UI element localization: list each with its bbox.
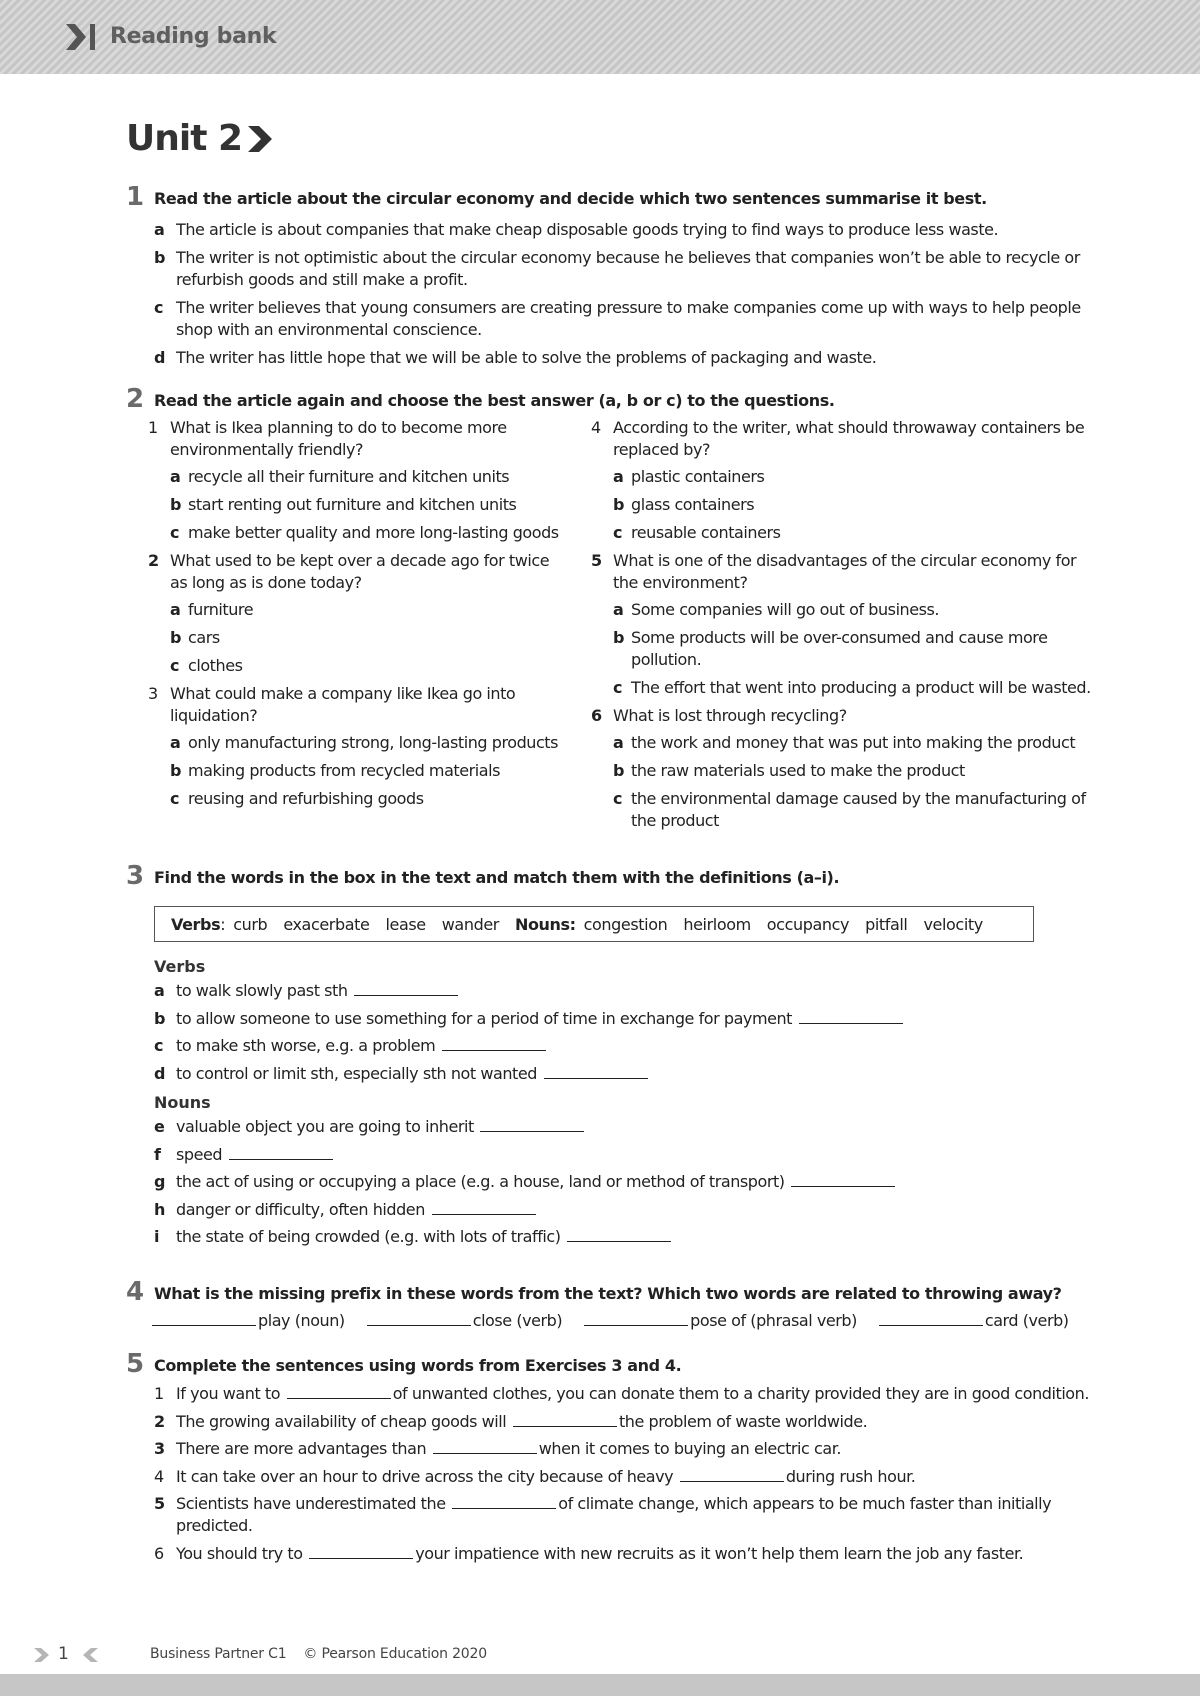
definition-e: e valuable object you are going to inherit [126, 1116, 1106, 1144]
exercise-instruction: Complete the sentences using words from Exercises 3 and 4. [154, 1356, 682, 1375]
answer-2b: b cars [170, 628, 220, 647]
exercise-instruction: Read the article about the circular economy and decide which two sentences summarise it best. [154, 189, 987, 208]
exercise-1 [126, 182, 1106, 375]
exercise-number: 5 [126, 1349, 145, 1379]
exercise-instruction: What is the missing prefix in these words from the text? Which two words are related to throwing away? [154, 1284, 1062, 1303]
definition-a: a to walk slowly past sth [126, 980, 1106, 1008]
answer-1c: c make better quality and more long-lasting goods [170, 523, 559, 542]
answer-blank[interactable] [513, 1412, 617, 1427]
answer-2a: a furniture [170, 600, 254, 619]
answer-6a: a the work and money that was put into making the product [613, 733, 1076, 752]
answer-blank[interactable] [432, 1200, 536, 1215]
definition-d: d to control or limit sth, especially sth not wanted [126, 1063, 1106, 1091]
answer-blank[interactable] [287, 1384, 391, 1399]
answer-3c: c reusing and refurbishing goods [170, 789, 424, 808]
footer-copyright: Business Partner C1 © Pearson Education 2020 [150, 1646, 487, 1662]
answer-blank[interactable] [567, 1227, 671, 1242]
answer-5c: c The effort that went into producing a product will be wasted. [613, 678, 1091, 697]
sentence-1: 1 If you want to of unwanted clothes, you can donate them to a charity provided they are in good condition. [154, 1384, 1089, 1403]
answer-blank[interactable] [354, 981, 458, 996]
exercise-2 [126, 384, 1106, 847]
answer-blank[interactable] [442, 1036, 546, 1051]
answer-4a: a plastic containers [613, 467, 765, 486]
answer-blank[interactable] [480, 1117, 584, 1132]
sentence-3: 3 There are more advantages than when it comes to buying an electric car. [154, 1439, 842, 1458]
exercise-number: 1 [126, 182, 145, 212]
chevron-right-icon [246, 124, 274, 154]
sentence-5: 5 Scientists have underestimated the of climate change, which appears to be much faster than initially predicted. [154, 1494, 1052, 1535]
chevron-left-icon [82, 1647, 98, 1663]
word-chip: exacerbate [283, 914, 370, 934]
answer-blank[interactable] [680, 1467, 784, 1482]
word-chip: curb [233, 914, 268, 934]
question-column-right [591, 417, 1091, 838]
question-column-left [148, 417, 568, 816]
option-b: b The writer is not optimistic about the circular economy because he believes that companies won’t be able to recycle or refurbish goods and still make a profit. [154, 248, 1080, 289]
exercise-number: 2 [126, 384, 145, 414]
page-header [0, 0, 1200, 74]
prefix-item: pose of (phrasal verb) [582, 1310, 857, 1332]
prefix-item: close (verb) [365, 1310, 562, 1332]
page-number: 1 [58, 1644, 69, 1664]
answer-5a: a Some companies will go out of business. [613, 600, 940, 619]
chevron-right-icon [34, 1647, 50, 1663]
sentence-4: 4 It can take over an hour to drive across the city because of heavy during rush hour. [154, 1466, 916, 1486]
option-d: d The writer has little hope that we will be able to solve the problems of packaging and waste. [154, 348, 877, 367]
answer-6b: b the raw materials used to make the product [613, 761, 965, 780]
answer-blank[interactable] [367, 1311, 471, 1326]
definition-g: g the act of using or occupying a place (e.g. a house, land or method of transport) [126, 1171, 1106, 1199]
sentence-6: 6 You should try to your impatience with new recruits as it won’t help them learn the job any faster. [154, 1543, 1024, 1563]
prefix-item: card (verb) [877, 1310, 1069, 1332]
definition-f: f speed [126, 1144, 1106, 1172]
answer-6c: c the environmental damage caused by the manufacturing of the product [613, 789, 1086, 830]
word-chip: congestion [583, 914, 668, 934]
prefix-items [150, 1310, 1106, 1332]
option-c: c The writer believes that young consumers are creating pressure to make companies come up with ways to help people shop with an environmental conscience. [154, 298, 1081, 339]
exercise-5 [126, 1349, 1106, 1570]
nouns-heading: Nouns [154, 1093, 211, 1112]
answer-1b: b start renting out furniture and kitchen units [170, 495, 517, 514]
exercise-instruction: Read the article again and choose the best answer (a, b or c) to the questions. [154, 391, 835, 410]
header-title: Reading bank [110, 24, 277, 49]
word-chip: lease [385, 914, 426, 934]
verbs-heading: Verbs [154, 957, 206, 976]
unit-title-text: Unit 2 [126, 118, 242, 159]
verbs-label: Verbs: [171, 914, 226, 934]
answer-blank[interactable] [452, 1494, 556, 1509]
answer-3a: a only manufacturing strong, long-lasting products [170, 733, 559, 752]
answer-1a: a recycle all their furniture and kitchen units [170, 467, 510, 486]
answer-blank[interactable] [152, 1311, 256, 1326]
answer-blank[interactable] [879, 1311, 983, 1326]
option-a: a The article is about companies that make cheap disposable goods trying to find ways to produce less waste. [154, 220, 999, 239]
chevron-bar-icon [66, 22, 98, 52]
word-chip: heirloom [683, 914, 751, 934]
word-box [154, 906, 1034, 942]
word-chip: pitfall [865, 914, 908, 934]
answer-blank[interactable] [433, 1439, 537, 1454]
definition-c: c to make sth worse, e.g. a problem [126, 1035, 1106, 1063]
exercise-4 [126, 1277, 1106, 1332]
footer-bar [0, 1674, 1200, 1696]
question-6: 6 What is lost through recycling? [591, 706, 847, 725]
unit-title [126, 118, 274, 159]
prefix-item: play (noun) [150, 1310, 345, 1332]
exercise-instruction: Find the words in the box in the text and match them with the definitions (a–i). [154, 868, 840, 887]
definition-i: i the state of being crowded (e.g. with lots of traffic) [126, 1226, 1106, 1254]
question-5: 5 What is one of the disadvantages of the circular economy for the environment? [591, 551, 1077, 592]
answer-2c: c clothes [170, 656, 243, 675]
question-4: 4 According to the writer, what should throwaway containers be replaced by? [591, 418, 1085, 459]
answer-blank[interactable] [229, 1145, 333, 1160]
answer-blank[interactable] [544, 1064, 648, 1079]
answer-blank[interactable] [584, 1311, 688, 1326]
answer-3b: b making products from recycled materials [170, 761, 500, 780]
exercise-3 [126, 861, 1106, 1254]
definition-h: h danger or difficulty, often hidden [126, 1199, 1106, 1227]
answer-blank[interactable] [309, 1544, 413, 1559]
exercise-number: 4 [126, 1277, 145, 1307]
answer-4c: c reusable containers [613, 523, 781, 542]
sentence-2: 2 The growing availability of cheap goods will the problem of waste worldwide. [154, 1411, 868, 1431]
nouns-label: Nouns: [514, 914, 576, 934]
word-chip: occupancy [766, 914, 850, 934]
definition-b: b to allow someone to use something for a period of time in exchange for payment [126, 1008, 1106, 1036]
question-1: 1 What is Ikea planning to do to become more environmentally friendly? [148, 418, 507, 459]
answer-blank[interactable] [791, 1172, 895, 1187]
question-2: 2 What used to be kept over a decade ago for twice as long as is done today? [148, 551, 550, 592]
answer-5b: b Some products will be over-consumed and cause more pollution. [613, 628, 1048, 669]
word-chip: velocity [923, 914, 983, 934]
question-3: 3 What could make a company like Ikea go into liquidation? [148, 684, 516, 725]
word-chip: wander [441, 914, 499, 934]
exercise-number: 3 [126, 861, 145, 891]
answer-4b: b glass containers [613, 495, 755, 514]
answer-blank[interactable] [799, 1009, 903, 1024]
